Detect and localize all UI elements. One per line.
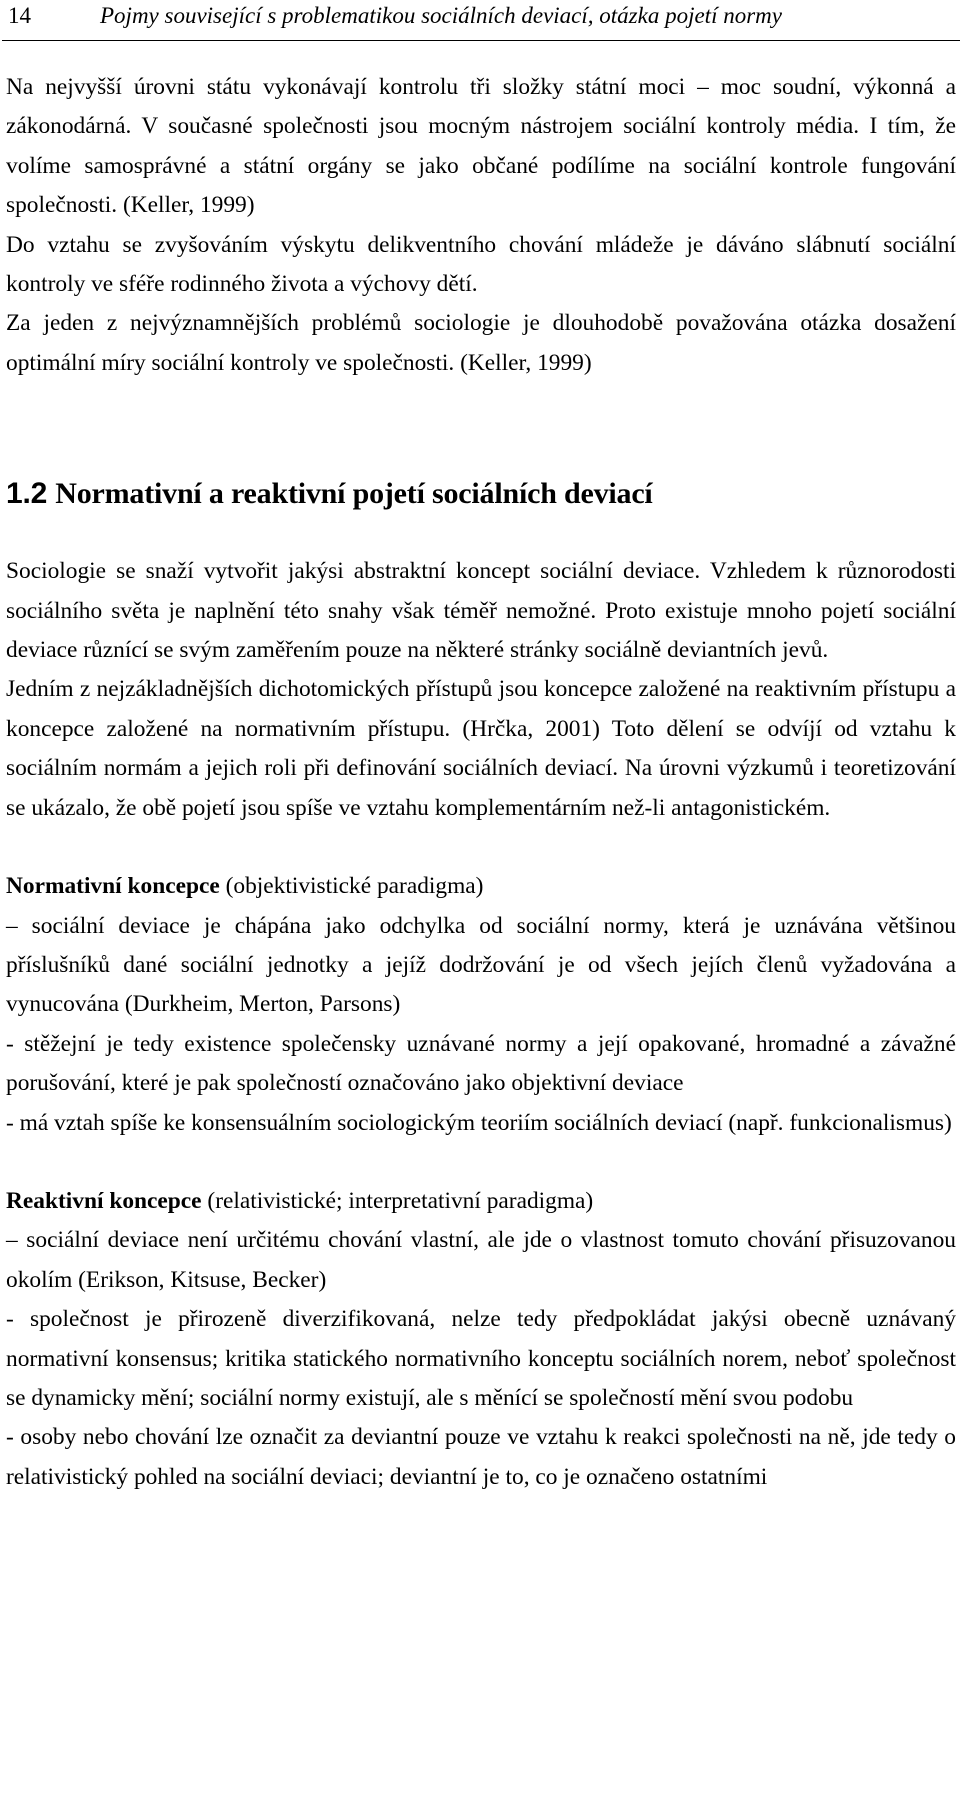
normative-concept-subtitle: (objektivistické paradigma) (219, 873, 484, 900)
list-item: - společnost je přirozeně diverzifikovaná, nelze tedy předpokládat jakýsi obecně uznávaný normativní konsensus; kritika statického normativního konceptu sociálních norem, neboť společnost se dynamicky mění; sociální normy existují, ale s měnící se společností mění svou podobu (6, 1306, 956, 1411)
list-item: - osoby nebo chování lze označit za deviantní pouze ve vztahu k reakci společnosti na ně, jde tedy o relativistický pohled na sociální deviaci; deviantní je to, co je označeno ostatními (6, 1424, 956, 1490)
list-item: - stěžejní je tedy existence společensky uznávané normy a její opakované, hromadné a závažné porušování, které je pak společností označováno jako objektivní deviace (6, 1030, 956, 1097)
page-content (6, 68, 956, 1497)
reactive-concept-label: Reaktivní koncepce (6, 1187, 202, 1214)
page-header (2, 0, 960, 41)
paragraph: Do vztahu se zvyšováním výskytu delikventního chování mládeže je dáváno slábnutí sociální kontroly ve sféře rodinného života a výchovy dětí. (6, 231, 956, 298)
paragraph: Jedním z nejzákladnějších dichotomických přístupů jsou koncepce založené na reaktivním přístupu a koncepce založené na normativním přístupu. (Hrčka, 2001) Toto dělení se odvíjí od vztahu k sociálním normám a jejich roli při definování sociálních deviací. Na úrovni výzkumů i teoretizování se ukázalo, že obě pojetí jsou spíše ve vztahu komplementárním než-li antagonistickém. (6, 676, 956, 821)
normative-concept-title (6, 867, 956, 906)
paragraph: Sociologie se snaží vytvořit jakýsi abstraktní koncept sociální deviace. Vzhledem k různorodosti sociálního světa je naplnění této snahy však téměř nemožné. Proto existuje mnoho pojetí sociální deviace různící se svým zaměřením pouze na některé stránky sociálně deviantních jevů. (6, 558, 956, 664)
page-number: 14 (8, 3, 31, 28)
normative-concept-label: Normativní koncepce (6, 873, 220, 900)
paragraph: Na nejvyšší úrovni státu vykonávají kontrolu tři složky státní moci – moc soudní, výkonná a zákonodárná. V současné společnosti jsou mocným nástrojem sociální kontroly média. I tím, že volíme samosprávné a státní orgány se jako občané podílíme na sociální kontrole fungování společnosti. (Keller, 1999) (6, 74, 956, 219)
reactive-concept-subtitle: (relativistické; interpretativní paradigma) (201, 1187, 594, 1214)
list-item: - má vztah spíše ke konsensuálním sociologickým teoriím sociálních deviací (např. funkcionalismus) (6, 1109, 952, 1136)
section-number: 1.2 (6, 477, 48, 511)
section-title: Normativní a reaktivní pojetí sociálních deviací (55, 477, 653, 511)
paragraph: Za jeden z nejvýznamnějších problémů sociologie je dlouhodobě považována otázka dosažení optimální míry sociální kontroly ve společnosti. (Keller, 1999) (6, 310, 956, 376)
section-heading (6, 474, 956, 514)
list-item: – sociální deviace není určitému chování vlastní, ale jde o vlastnost tomuto chování přisuzovanou okolím (Erikson, Kitsuse, Becker) (6, 1227, 956, 1293)
list-item: – sociální deviace je chápána jako odchylka od sociální normy, která je uznávána většinou příslušníků dané sociální jednotky a jejíž dodržování je od všech jejích členů vyžadována a vynucována (Durkheim, Merton, Parsons) (6, 912, 956, 1018)
running-title: Pojmy související s problematikou sociálních deviací, otázka pojetí normy (100, 3, 782, 28)
reactive-concept-title (6, 1182, 956, 1221)
